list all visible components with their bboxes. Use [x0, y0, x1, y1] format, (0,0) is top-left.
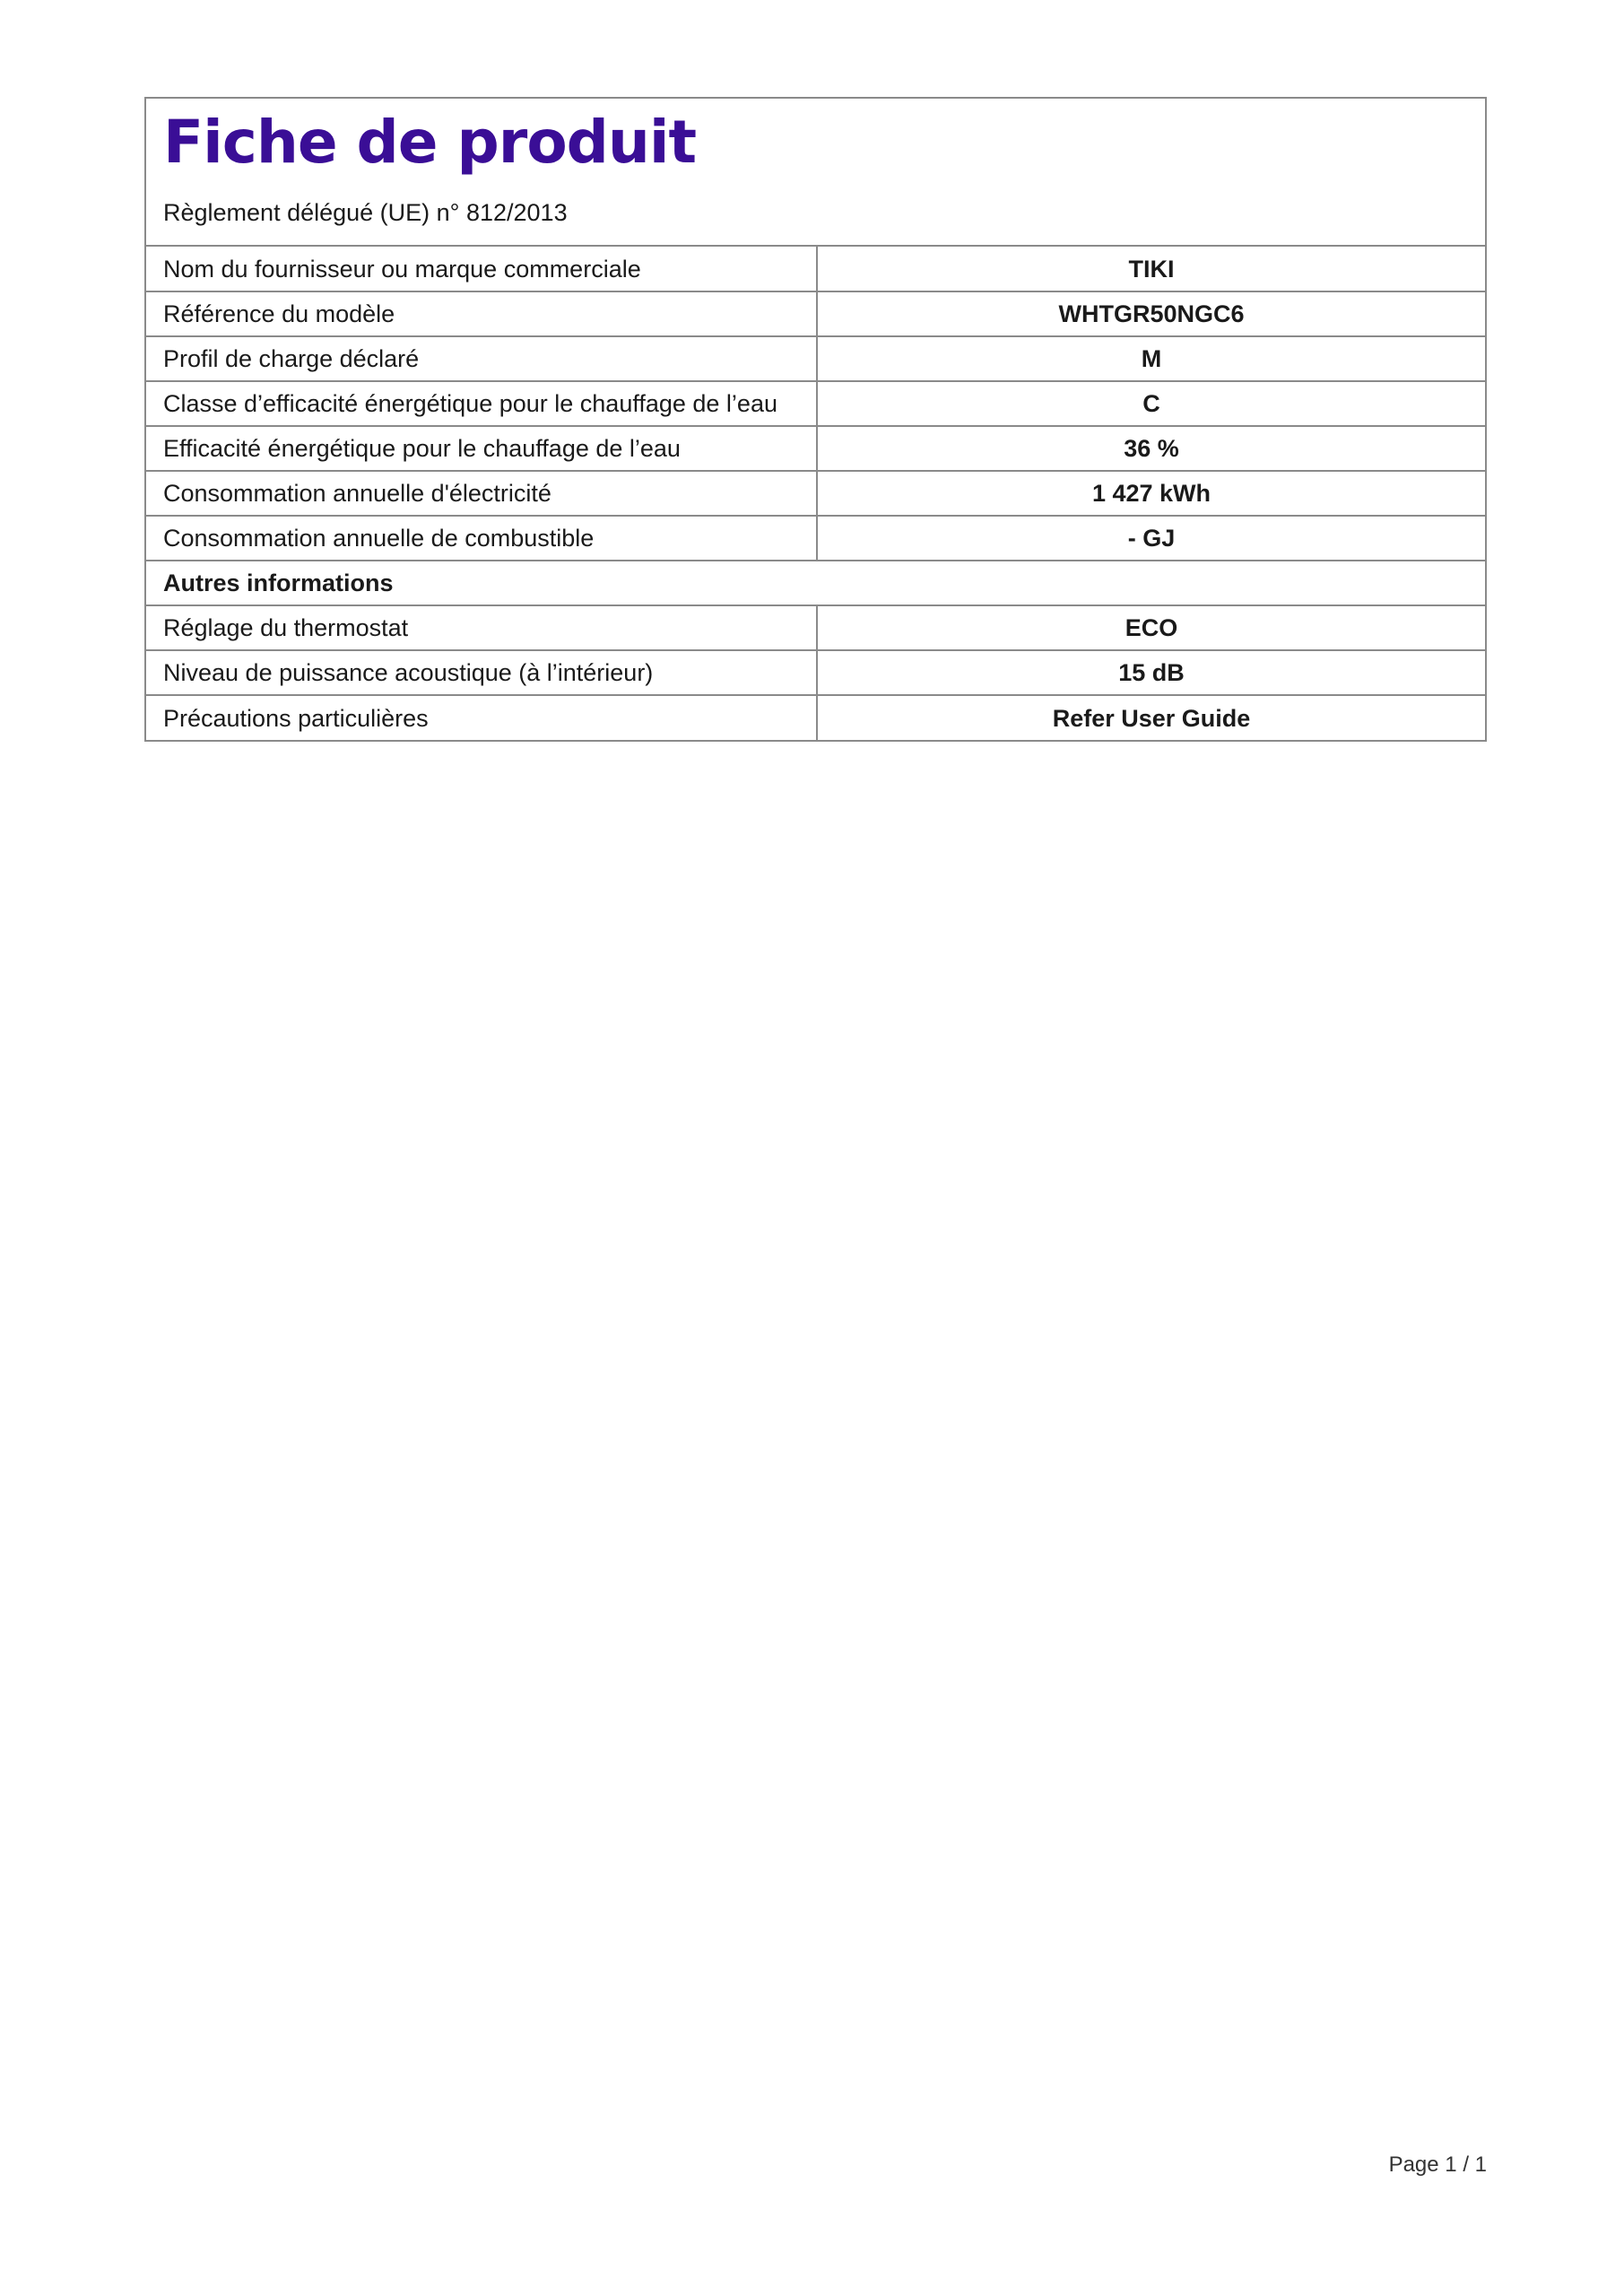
table-row	[146, 471, 1485, 516]
row-value-sound-power: 15 dB	[817, 650, 1485, 695]
row-label-supplier: Nom du fournisseur ou marque commerciale	[146, 247, 817, 291]
page-number: Page 1 / 1	[1388, 2152, 1487, 2177]
table-row	[146, 605, 1485, 650]
table-row	[146, 291, 1485, 336]
table-row	[146, 336, 1485, 381]
table-row	[146, 381, 1485, 426]
row-label-electricity: Consommation annuelle d'électricité	[146, 471, 817, 516]
section-row	[146, 561, 1485, 605]
page-title: Fiche de produit	[163, 108, 697, 177]
row-label-model: Référence du modèle	[146, 291, 817, 336]
section-heading-other-info: Autres informations	[146, 561, 1485, 605]
row-value-supplier: TIKI	[1128, 255, 1175, 283]
row-label-precautions: Précautions particulières	[146, 695, 817, 740]
row-label-efficiency: Efficacité énergétique pour le chauffage de l’eau	[146, 426, 817, 471]
row-value-model: WHTGR50NGC6	[817, 291, 1485, 336]
row-value-fuel: - GJ	[817, 516, 1485, 561]
table-row	[146, 516, 1485, 561]
row-value-efficiency: 36 %	[817, 426, 1485, 471]
table-row	[146, 426, 1485, 471]
row-value-electricity: 1 427 kWh	[817, 471, 1485, 516]
sheet-header	[146, 99, 1485, 247]
row-label-fuel: Consommation annuelle de combustible	[146, 516, 817, 561]
row-value-efficiency-class: C	[817, 381, 1485, 426]
table-row	[146, 247, 1485, 291]
product-sheet	[144, 97, 1487, 742]
row-value-thermostat: ECO	[817, 605, 1485, 650]
row-label-efficiency-class: Classe d’efficacité énergétique pour le chauffage de l’eau	[146, 381, 817, 426]
row-label-thermostat: Réglage du thermostat	[146, 605, 817, 650]
table-row	[146, 695, 1485, 740]
product-table	[146, 247, 1485, 740]
row-value-load-profile: M	[817, 336, 1485, 381]
table-row	[146, 650, 1485, 695]
regulation-subtitle: Règlement délégué (UE) n° 812/2013	[163, 199, 568, 226]
row-label-sound-power: Niveau de puissance acoustique (à l’intérieur)	[146, 650, 817, 695]
row-value-precautions: Refer User Guide	[817, 695, 1485, 740]
row-label-load-profile: Profil de charge déclaré	[146, 336, 817, 381]
